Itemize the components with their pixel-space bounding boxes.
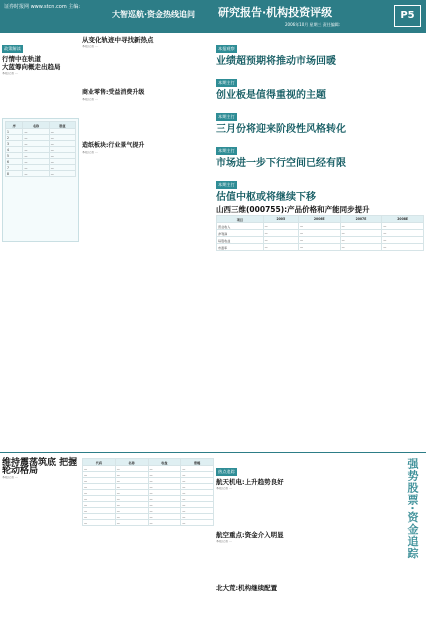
section-divider [0, 452, 426, 453]
table-row: — — — — [83, 520, 214, 526]
bottom-right-body: 本报记者 ... [216, 540, 232, 543]
middle-news-column [82, 35, 214, 331]
table-row: — — — — [83, 478, 214, 484]
header-date: 2006年10月 星期三 责任编辑: [285, 22, 341, 27]
left-news-column [2, 35, 79, 331]
bottom-right-headline-2: 航空重点:资金介入明显 [216, 531, 284, 539]
table-row: — — — — [83, 502, 214, 508]
section-label: 本期主打 [218, 182, 235, 187]
section-label: 本期主打 [218, 114, 235, 119]
section-headline: 三月份将迎来阶段性风格转化 [216, 124, 346, 135]
table-row: — — — — [83, 508, 214, 514]
section-label: 本报观察 [218, 46, 235, 51]
table-header: 名称 [115, 459, 148, 466]
middle-headline: 从变化轨迹中寻找新热点 [82, 36, 154, 44]
table-row: — — — — [83, 496, 214, 502]
table-row: 市盈率 — — — — [217, 244, 424, 251]
right-news-column [216, 35, 424, 331]
table-row: 营业收入 — — — — [217, 223, 424, 230]
retail-body-text: 本报记者 ... [82, 98, 98, 101]
left-data-table [5, 121, 76, 177]
table-header: 名称 [23, 122, 49, 129]
section-headline: 创业板是值得重视的主题 [216, 90, 326, 101]
bottom-right-body: 本报记者 ... [216, 487, 232, 490]
section-label: 本期主打 [218, 80, 235, 85]
left-body-text: 本报记者 ... [2, 72, 18, 75]
table-row: 1 — — [6, 129, 76, 135]
bottom-right-headline-3: 北大荒:机构继续配置 [216, 584, 278, 592]
table-header: 收盘 [148, 459, 181, 466]
right-section-5 [216, 171, 424, 203]
header-center-title: 大智巡航·资金热线追问 [112, 10, 196, 19]
table-row: 7 — — [6, 165, 76, 171]
table-row: 4 — — [6, 147, 76, 153]
vertical-side-text: 强势股票·资金追踪 [406, 458, 419, 560]
left-section-label: 政策解读 [4, 46, 21, 51]
table-header: 2008E [382, 216, 424, 223]
bottom-left-headline: 维持震荡筑底 把握轮动格局 [2, 458, 78, 476]
hot-label: 热点追踪 [218, 469, 235, 474]
middle-body-text: 本报记者 ... [82, 45, 98, 48]
right-section-4 [216, 137, 424, 169]
section-headline: 估值中枢或将继续下移 [216, 192, 316, 203]
table-row: 6 — — [6, 159, 76, 165]
table-row: — — — — [83, 466, 214, 472]
section-headline: 市场进一步下行空间已经有限 [216, 158, 346, 169]
table-row: 每股收益 — — — — [217, 237, 424, 244]
right-section-1 [216, 35, 424, 67]
bottom-right-headline-1: 航天机电:上升趋势良好 [216, 478, 284, 486]
table-header: 代码 [83, 459, 116, 466]
table-row: — — — — [83, 472, 214, 478]
table-row: 5 — — [6, 153, 76, 159]
table-row: — — — — [83, 514, 214, 520]
bottom-left-body: 本报记者 ... [2, 476, 18, 479]
table-header: 涨幅 [181, 459, 214, 466]
table-header: 2007E [340, 216, 382, 223]
section-headline: 业绩超预期将推动市场回暖 [216, 56, 336, 67]
page-header [0, 0, 426, 33]
bottom-right-column [216, 458, 424, 618]
table-header: 2005 [263, 216, 298, 223]
sanwei-title: 山西三维(000755):产品价格和产能同步提升 [216, 205, 370, 214]
table-header: 2006E [298, 216, 340, 223]
right-section-3 [216, 103, 424, 135]
table-row: 3 — — [6, 141, 76, 147]
header-right-title: 研究报告·机构投资评级 [218, 6, 333, 19]
bottom-data-table [82, 458, 214, 526]
left-table-box [2, 118, 79, 242]
table-row: 2 — — [6, 135, 76, 141]
table-header: 序 [6, 122, 23, 129]
paper-headline: 造纸板块:行业景气提升 [82, 142, 145, 149]
table-row: 净利润 — — — — [217, 230, 424, 237]
table-header: 数值 [49, 122, 75, 129]
page-number: P5 [394, 5, 421, 27]
table-row: 8 — — [6, 171, 76, 177]
table-row: — — — — [83, 490, 214, 496]
right-data-table [216, 215, 424, 251]
right-section-2 [216, 69, 424, 101]
table-header: 项目 [217, 216, 264, 223]
bottom-left-column [2, 458, 79, 618]
left-headline: 行情中在轨道 大蓝筹向概走出趋局 [2, 55, 61, 71]
paper-body-text: 本报记者 ... [82, 151, 98, 154]
bottom-middle-table [82, 458, 214, 618]
site-text: 证券时报网 www.stcn.com 主编: [4, 4, 81, 10]
table-row: — — — — [83, 484, 214, 490]
section-label: 本期主打 [218, 148, 235, 153]
retail-headline: 商业零售:受益消费升级 [82, 89, 145, 96]
